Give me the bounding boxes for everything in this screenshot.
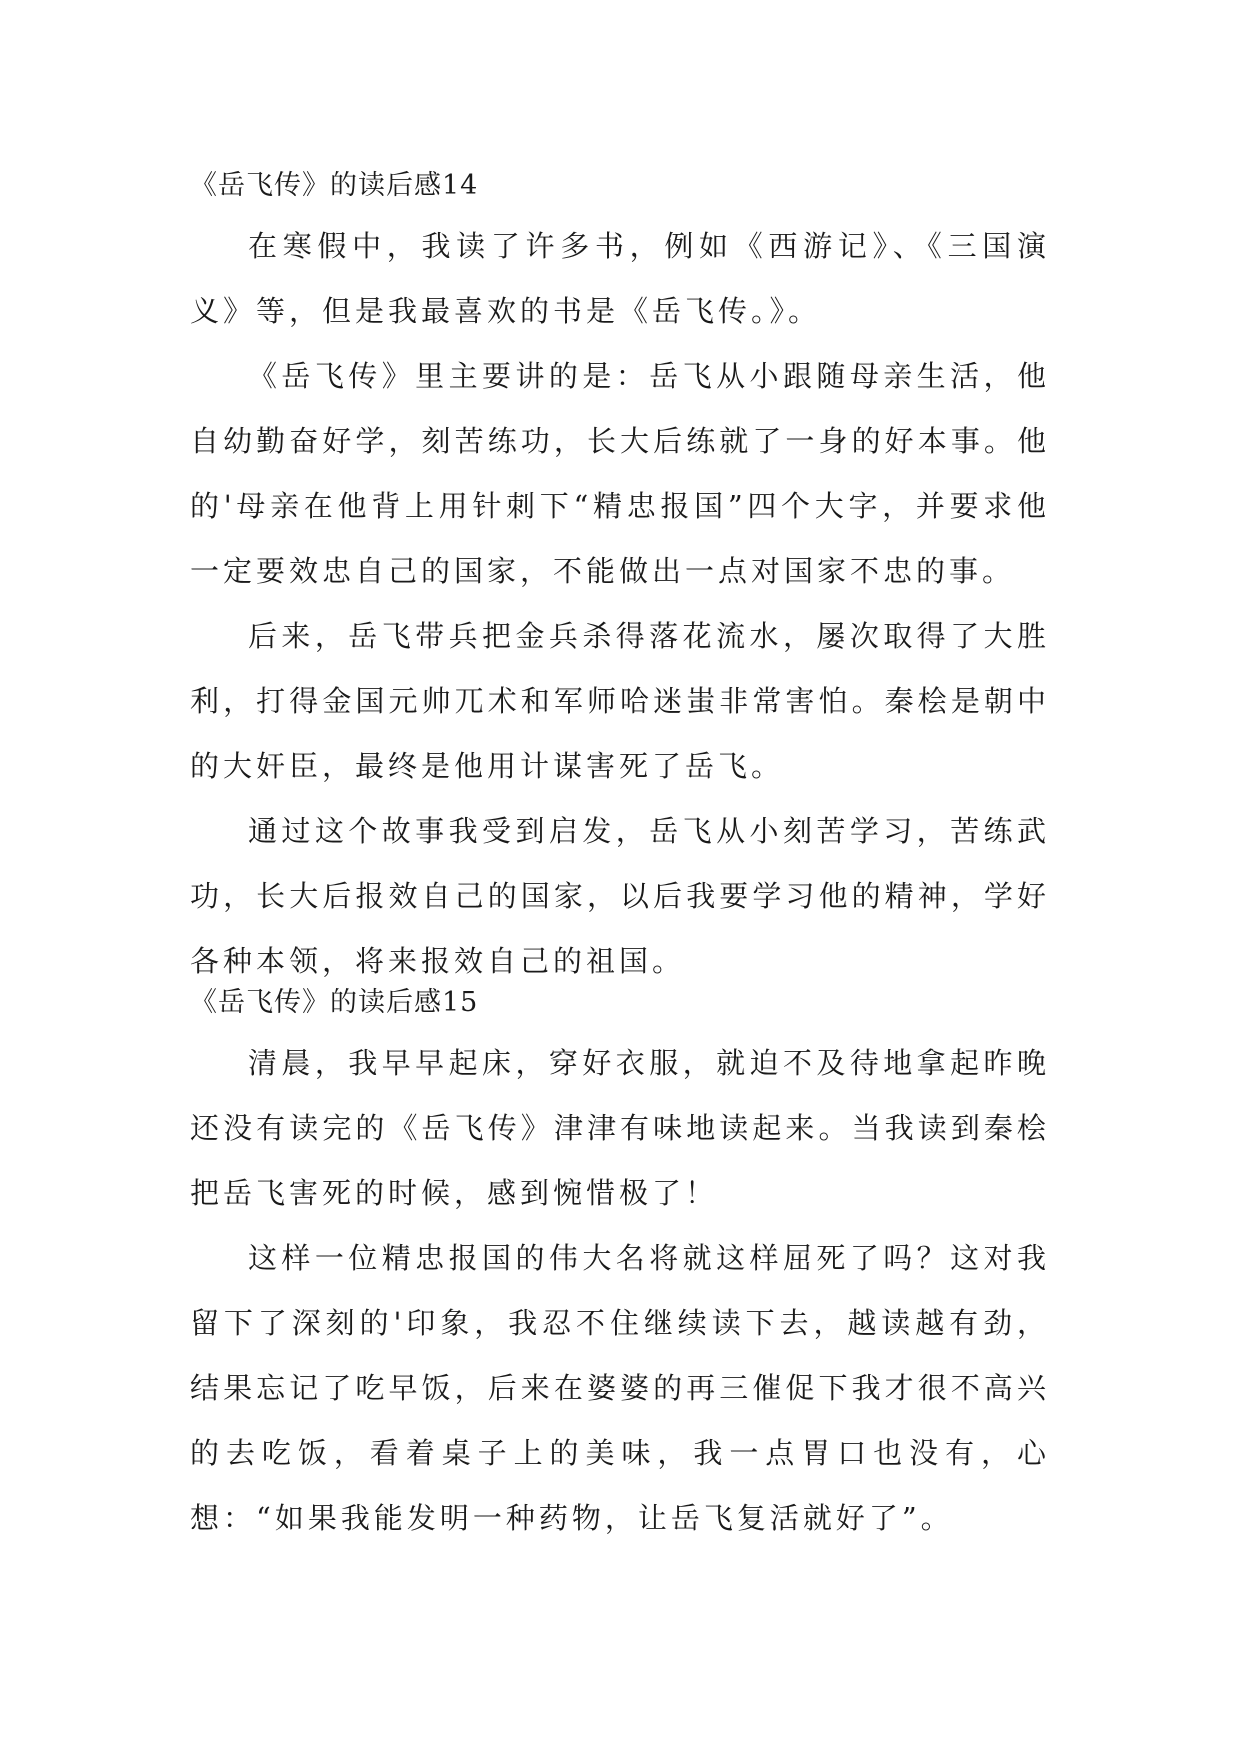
essay-paragraph: 《岳飞传》里主要讲的是：岳飞从小跟随母亲生活，他自幼勤奋好学，刻苦练功，长大后练就了一身的好本事。他的'母亲在他背上用针刺下“精忠报国”四个大字，并要求他一定要效忠自己的国家，不能做出一点对国家不忠的事。	[190, 359, 1050, 588]
essay-paragraph: 清晨，我早早起床，穿好衣服，就迫不及待地拿起昨晚还没有读完的《岳飞传》津津有味地读起来。当我读到秦桧把岳飞害死的时候，感到惋惜极了！	[190, 1046, 1050, 1210]
essay-15	[190, 975, 1050, 1551]
essay-title: 《岳飞传》的读后感14	[190, 170, 479, 201]
essay-paragraph: 在寒假中，我读了许多书，例如《西游记》、《三国演义》等，但是我最喜欢的书是《岳飞传。》。	[190, 229, 1050, 328]
essay-paragraph: 这样一位精忠报国的伟大名将就这样屈死了吗？这对我留下了深刻的'印象，我忍不住继续读下去，越读越有劲，结果忘记了吃早饭，后来在婆婆的再三催促下我才很不高兴的去吃饭，看着桌子上的美味，我一点胃口也没有，心想：“如果我能发明一种药物，让岳飞复活就好了”。	[190, 1241, 1050, 1535]
essay-paragraph: 后来，岳飞带兵把金兵杀得落花流水，屡次取得了大胜利，打得金国元帅兀术和军师哈迷蚩非常害怕。秦桧是朝中的大奸臣，最终是他用计谋害死了岳飞。	[190, 619, 1050, 783]
essay-14	[190, 158, 1050, 994]
essay-title: 《岳飞传》的读后感15	[190, 987, 479, 1018]
essay-paragraph: 通过这个故事我受到启发，岳飞从小刻苦学习，苦练武功，长大后报效自己的国家，以后我要学习他的精神，学好各种本领，将来报效自己的祖国。	[190, 814, 1050, 978]
